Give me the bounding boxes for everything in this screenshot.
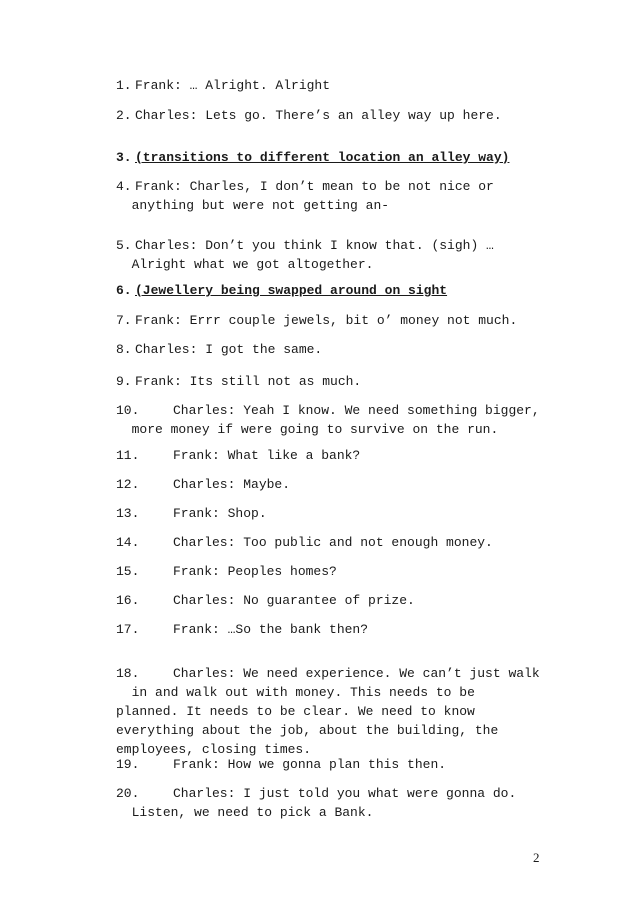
line-2 [116, 106, 556, 125]
line-text: Charles: I got the same. [135, 342, 323, 357]
line-20 [116, 784, 556, 822]
line-number: 4. [116, 179, 132, 194]
line-8 [116, 340, 556, 359]
line-continuation: more money if were going to survive on the run. [131, 422, 499, 437]
line-19 [116, 755, 556, 774]
line-number: 1. [116, 78, 132, 93]
line-13 [116, 504, 556, 523]
line-number: 15. [116, 564, 140, 579]
line-text: Charles: No guarantee of prize. [173, 593, 415, 608]
line-number: 12. [116, 477, 140, 492]
line-number: 3. [116, 150, 132, 165]
page-number: 2 [533, 850, 540, 865]
line-5 [116, 236, 556, 274]
line-text: Charles: Don’t you think I know that. (sigh) … [135, 238, 494, 253]
line-6-stage-direction [116, 281, 556, 300]
line-number: 19. [116, 757, 140, 772]
line-12 [116, 475, 556, 494]
line-text: Frank: … Alright. Alright [135, 78, 331, 93]
line-number: 6. [116, 283, 132, 298]
line-continuation: Listen, we need to pick a Bank. [131, 805, 374, 820]
line-number: 16. [116, 593, 140, 608]
line-number: 11. [116, 448, 140, 463]
line-number: 17. [116, 622, 140, 637]
line-17 [116, 620, 556, 639]
line-number: 18. [116, 666, 140, 681]
line-text: Frank: How we gonna plan this then. [173, 757, 447, 772]
line-text: Frank: Its still not as much. [135, 374, 362, 389]
line-11 [116, 446, 556, 465]
line-text: Charles: Too public and not enough money. [173, 535, 493, 550]
line-number: 5. [116, 238, 132, 253]
line-18 [116, 664, 556, 759]
line-4 [116, 177, 556, 215]
line-text: Charles: Lets go. There’s an alley way up here. [135, 108, 502, 123]
line-text: Charles: We need experience. We can’t just walk [173, 666, 540, 681]
line-number: 20. [116, 786, 140, 801]
line-7 [116, 311, 556, 330]
line-number: 2. [116, 108, 132, 123]
line-text: (transitions to different location an alley way) [135, 150, 510, 165]
line-10 [116, 401, 556, 439]
line-continuation: anything but were not getting an- [131, 198, 390, 213]
line-number: 8. [116, 342, 132, 357]
line-text: Frank: Errr couple jewels, bit o’ money not much. [135, 313, 518, 328]
line-number: 14. [116, 535, 140, 550]
line-3-stage-direction [116, 148, 556, 167]
line-continuation: in and walk out with money. This needs to be planned. It needs to be clear. We need to know everything about the job, about the building, the employees, closing times. [116, 685, 499, 757]
line-9 [116, 372, 556, 391]
line-number: 10. [116, 403, 140, 418]
line-text: Frank: What like a bank? [173, 448, 361, 463]
line-text: (Jewellery being swapped around on sight [135, 283, 448, 298]
line-text: Charles: Yeah I know. We need something bigger, [173, 403, 540, 418]
line-16 [116, 591, 556, 610]
line-continuation: Alright what we got altogether. [131, 257, 374, 272]
line-14 [116, 533, 556, 552]
line-number: 13. [116, 506, 140, 521]
line-number: 9. [116, 374, 132, 389]
line-text: Frank: …So the bank then? [173, 622, 369, 637]
line-15 [116, 562, 556, 581]
line-number: 7. [116, 313, 132, 328]
line-text: Frank: Charles, I don’t mean to be not nice or [135, 179, 494, 194]
line-1 [116, 76, 556, 95]
line-text: Charles: I just told you what were gonna do. [173, 786, 517, 801]
line-text: Charles: Maybe. [173, 477, 291, 492]
line-text: Frank: Shop. [173, 506, 267, 521]
line-text: Frank: Peoples homes? [173, 564, 337, 579]
